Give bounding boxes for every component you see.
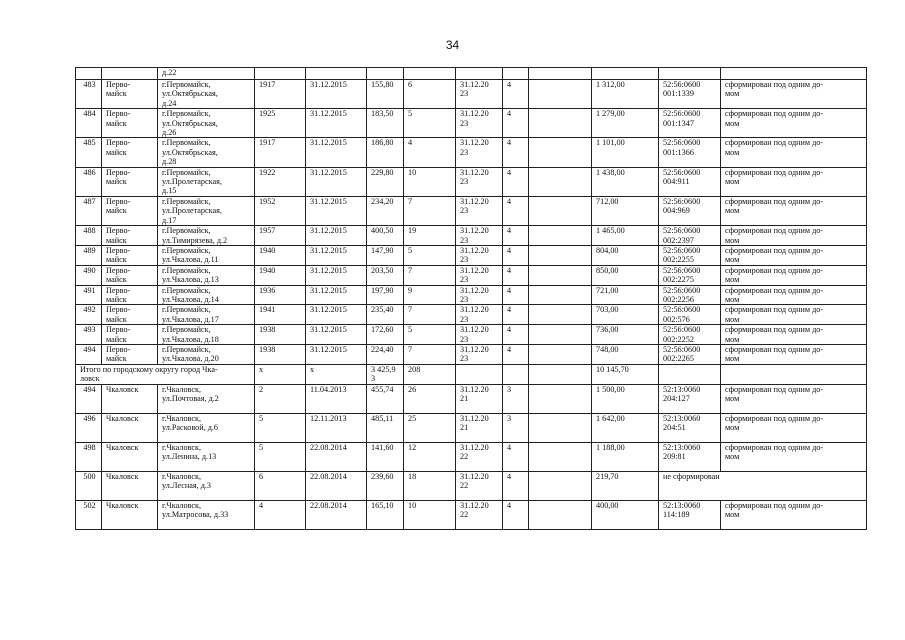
cell-town: Перво- майск	[102, 325, 158, 345]
cell-cadastral: 52:56:0600 002:2252	[659, 325, 721, 345]
cell-number: 491	[76, 285, 102, 305]
cell-area: 141,60	[367, 442, 404, 471]
cell-residents: 5	[404, 109, 456, 138]
cell-category: 4	[503, 305, 529, 325]
cell-empty	[529, 109, 592, 138]
cell-residents: 7	[404, 265, 456, 285]
cell-residents: 7	[404, 196, 456, 225]
cell-address: г.Чкаловск, ул.Лесная, д.3	[158, 471, 255, 500]
cell-cadastral: 52:56:0600 001:1366	[659, 138, 721, 167]
cell-address: г.Первомайск, ул.Чкалова, д.20	[158, 344, 255, 364]
cell-deadline: 31.12.20 23	[456, 226, 503, 246]
cell-status: сформирован под одним до- мом	[721, 325, 867, 345]
cell-date: 22.08.2014	[306, 500, 367, 529]
cell-area: 234,20	[367, 196, 404, 225]
cell-category: 4	[503, 245, 529, 265]
cell-empty	[529, 285, 592, 305]
cell-cadastral: 52:56:0600 002:2275	[659, 265, 721, 285]
cell-number: 493	[76, 325, 102, 345]
cell-area: 239,60	[367, 471, 404, 500]
summary-residents: 208	[404, 364, 456, 384]
cell-number: 483	[76, 80, 102, 109]
cell-category: 4	[503, 80, 529, 109]
cell-deadline: 31.12.20 23	[456, 305, 503, 325]
cell-deadline: 31.12.20 23	[456, 285, 503, 305]
cell-cadastral: 52:13:0060 114:189	[659, 500, 721, 529]
cell-address: г.Первомайск, ул.Чкалова, д.18	[158, 325, 255, 345]
cell-amount: 400,00	[592, 500, 659, 529]
cell-town: Перво- майск	[102, 265, 158, 285]
cell-town: Перво- майск	[102, 196, 158, 225]
cell-cadastral: 52:56:0600 002:2265	[659, 344, 721, 364]
cell-category: 4	[503, 285, 529, 305]
cell-area: 235,40	[367, 305, 404, 325]
cell-year: 6	[255, 471, 306, 500]
cell-status: сформирован под одним до- мом	[721, 138, 867, 167]
table-row	[76, 442, 867, 471]
cell-residents: 9	[404, 285, 456, 305]
table-row	[76, 245, 867, 265]
cell-date: 12.11.2013	[306, 413, 367, 442]
table-row	[76, 285, 867, 305]
cell-town: Перво- майск	[102, 344, 158, 364]
cell-year: 1938	[255, 325, 306, 345]
cell-year: 1917	[255, 80, 306, 109]
cell-cadastral: 52:56:0600 001:1347	[659, 109, 721, 138]
table-row	[76, 80, 867, 109]
cell-area: 165,10	[367, 500, 404, 529]
cell-address: г.Первомайск, ул.Октябрьская, д.28	[158, 138, 255, 167]
cell-amount: 721,00	[592, 285, 659, 305]
cell-empty	[529, 305, 592, 325]
cell-date: 22.08.2014	[306, 471, 367, 500]
cell-deadline: 31.12.20 23	[456, 344, 503, 364]
summary-area: 3 425,9 3	[367, 364, 404, 384]
cell-deadline: 31.12.20 23	[456, 325, 503, 345]
cell-town: Перво- майск	[102, 109, 158, 138]
cell-category: 3	[503, 384, 529, 413]
cell-deadline: 31.12.20 23	[456, 138, 503, 167]
cell-empty	[529, 196, 592, 225]
cell-amount: 1 312,00	[592, 80, 659, 109]
cell-deadline: 31.12.20 23	[456, 80, 503, 109]
cell-amount: 1 101,00	[592, 138, 659, 167]
cell-cadastral: 52:56:0600 001:1339	[659, 80, 721, 109]
cell-number: 487	[76, 196, 102, 225]
cell-category: 4	[503, 471, 529, 500]
cell-number: 496	[76, 413, 102, 442]
cell-year: 1940	[255, 265, 306, 285]
cell-number: 494	[76, 384, 102, 413]
cell-cadastral: 52:56:0600 004:911	[659, 167, 721, 196]
cell-address: г.Первомайск, ул.Пролетарская, д.15	[158, 167, 255, 196]
cell-year: 4	[255, 500, 306, 529]
cell-number: 500	[76, 471, 102, 500]
cell-residents: 10	[404, 167, 456, 196]
cell-amount: 1 438,00	[592, 167, 659, 196]
table-row	[76, 196, 867, 225]
cell-year: 1917	[255, 138, 306, 167]
cell-date: 31.12.2015	[306, 285, 367, 305]
cell-address: г.Чкаловск, ул.Почтовая, д.2	[158, 384, 255, 413]
cell-category: 3	[503, 413, 529, 442]
cell-town: Перво- майск	[102, 226, 158, 246]
cell-amount: 703,00	[592, 305, 659, 325]
cell-address: г.Первомайск, ул.Чкалова, д.14	[158, 285, 255, 305]
housing-registry-table	[75, 67, 867, 530]
cell-empty	[529, 500, 592, 529]
table-row	[76, 265, 867, 285]
cell-date: 31.12.2015	[306, 265, 367, 285]
cell-town: Перво- майск	[102, 167, 158, 196]
cell-residents: 4	[404, 138, 456, 167]
cell-deadline: 31.12.20 22	[456, 500, 503, 529]
cell-address: г.Чкаловск, ул.Ленина, д.13	[158, 442, 255, 471]
cell-residents: 26	[404, 384, 456, 413]
cell-date: 31.12.2015	[306, 245, 367, 265]
cell-year: 1925	[255, 109, 306, 138]
cell-number: 486	[76, 167, 102, 196]
cell-category: 4	[503, 325, 529, 345]
cell-cadastral: 52:13:0060 204:127	[659, 384, 721, 413]
cell-address: г.Первомайск, ул.Пролетарская, д.17	[158, 196, 255, 225]
cell-address: г.Первомайск, ул.Тимирязева, д.2	[158, 226, 255, 246]
cell-status: сформирован под одним до- мом	[721, 285, 867, 305]
cell-category: 4	[503, 138, 529, 167]
cell-area: 224,40	[367, 344, 404, 364]
cell-residents: 18	[404, 471, 456, 500]
cell-empty	[529, 167, 592, 196]
cell-residents: 5	[404, 245, 456, 265]
cell-town: Чкаловск	[102, 413, 158, 442]
cell-area: 455,74	[367, 384, 404, 413]
cell-year: 1941	[255, 305, 306, 325]
cell-amount: 804,00	[592, 245, 659, 265]
cell-empty	[529, 471, 592, 500]
cell-address: г.Первомайск, ул.Октябрьская, д.26	[158, 109, 255, 138]
cell-cadastral: 52:56:0600 002:2255	[659, 245, 721, 265]
cell-category: 4	[503, 344, 529, 364]
cell-amount: 712,00	[592, 196, 659, 225]
cell-address: г.Первомайск, ул.Чкалова, д.17	[158, 305, 255, 325]
cell-deadline: 31.12.20 21	[456, 384, 503, 413]
cell-date: 31.12.2015	[306, 305, 367, 325]
cell-deadline: 31.12.20 22	[456, 442, 503, 471]
cell-year: 1952	[255, 196, 306, 225]
cell-number: 488	[76, 226, 102, 246]
cell-number: 489	[76, 245, 102, 265]
cell-status: сформирован под одним до- мом	[721, 265, 867, 285]
cell-area: 186,80	[367, 138, 404, 167]
cell-year: 1922	[255, 167, 306, 196]
cell-address: г.Первомайск, ул.Чкалова, д.11	[158, 245, 255, 265]
cell-amount: 736,00	[592, 325, 659, 345]
cell-town: Чкаловск	[102, 442, 158, 471]
cell-deadline: 31.12.20 23	[456, 265, 503, 285]
cell-date: 22.08.2014	[306, 442, 367, 471]
cell-cadastral: 52:13:0060 204:51	[659, 413, 721, 442]
summary-label: Итого по городскому округу город Чка- ловск	[76, 364, 255, 384]
cell-residents: 6	[404, 80, 456, 109]
cell-date: 31.12.2015	[306, 325, 367, 345]
cell-date: 31.12.2015	[306, 344, 367, 364]
cell-town: Чкаловск	[102, 384, 158, 413]
table-row	[76, 344, 867, 364]
cell-amount: 748,00	[592, 344, 659, 364]
cell-status: сформирован под одним до- мом	[721, 196, 867, 225]
cell-deadline: 31.12.20 23	[456, 245, 503, 265]
cell-status: сформирован под одним до- мом	[721, 384, 867, 413]
cell-category: 4	[503, 226, 529, 246]
cell-amount: 1 279,00	[592, 109, 659, 138]
cell-area: 183,50	[367, 109, 404, 138]
cell-area: 485,11	[367, 413, 404, 442]
cell-empty	[529, 384, 592, 413]
cell-residents: 7	[404, 344, 456, 364]
cell-area: 197,90	[367, 285, 404, 305]
cell-empty	[529, 364, 592, 384]
summary-date: х	[306, 364, 367, 384]
cell-amount: 219,70	[592, 471, 659, 500]
cell-address: г.Чкаловск, ул.Расковой, д.6	[158, 413, 255, 442]
cell-area: 229,80	[367, 167, 404, 196]
cell-number: 485	[76, 138, 102, 167]
cell-empty	[503, 364, 529, 384]
table-row	[76, 500, 867, 529]
cell-cadastral: 52:13:0060 209:81	[659, 442, 721, 471]
cell-amount: 1 500,00	[592, 384, 659, 413]
cell-status: сформирован под одним до- мом	[721, 167, 867, 196]
cell-address: д.22	[158, 68, 255, 80]
cell-amount: 1 465,00	[592, 226, 659, 246]
cell-status: сформирован под одним до- мом	[721, 109, 867, 138]
cell-year: 1936	[255, 285, 306, 305]
table-body	[76, 68, 867, 530]
cell-empty	[529, 245, 592, 265]
cell-category: 4	[503, 196, 529, 225]
cell-town: Чкаловск	[102, 471, 158, 500]
cell-number: 490	[76, 265, 102, 285]
cell-date: 11.04.2013	[306, 384, 367, 413]
cell-deadline: 31.12.20 23	[456, 196, 503, 225]
cell-deadline: 31.12.20 22	[456, 471, 503, 500]
cell-year: 1940	[255, 245, 306, 265]
cell-empty	[456, 364, 503, 384]
cell-area: 203,50	[367, 265, 404, 285]
cell-status: сформирован под одним до- мом	[721, 344, 867, 364]
table-row	[76, 413, 867, 442]
cell-town: Чкаловск	[102, 500, 158, 529]
cell-date: 31.12.2015	[306, 138, 367, 167]
cell-status: сформирован под одним до- мом	[721, 413, 867, 442]
cell-status: сформирован под одним до- мом	[721, 80, 867, 109]
cell-amount: 1 642,00	[592, 413, 659, 442]
cell-empty	[659, 364, 721, 384]
cell-area: 172,60	[367, 325, 404, 345]
table-row	[76, 226, 867, 246]
cell-year: 1957	[255, 226, 306, 246]
cell-cadastral: 52:56:0600 002:2256	[659, 285, 721, 305]
summary-year: х	[255, 364, 306, 384]
cell-town: Перво- майск	[102, 138, 158, 167]
cell-category: 4	[503, 109, 529, 138]
cell-status: сформирован под одним до- мом	[721, 500, 867, 529]
table-row-fragment	[76, 68, 867, 80]
cell-residents: 19	[404, 226, 456, 246]
table-row	[76, 109, 867, 138]
cell-number: 494	[76, 344, 102, 364]
summary-row	[76, 364, 867, 384]
cell-empty	[529, 325, 592, 345]
cell-date: 31.12.2015	[306, 167, 367, 196]
cell-empty	[529, 413, 592, 442]
cell-empty	[721, 364, 867, 384]
table-row	[76, 325, 867, 345]
cell-town: Перво- майск	[102, 245, 158, 265]
summary-amount: 10 145,70	[592, 364, 659, 384]
cell-area: 147,90	[367, 245, 404, 265]
cell-cadastral: 52:56:0600 002:2397	[659, 226, 721, 246]
cell-amount: 1 188,00	[592, 442, 659, 471]
cell-category: 4	[503, 167, 529, 196]
cell-date: 31.12.2015	[306, 196, 367, 225]
cell-empty	[529, 344, 592, 364]
cell-date: 31.12.2015	[306, 109, 367, 138]
cell-empty	[529, 442, 592, 471]
cell-address: г.Чкаловск, ул.Матросова, д.33	[158, 500, 255, 529]
cell-town: Перво- майск	[102, 285, 158, 305]
cell-area: 155,80	[367, 80, 404, 109]
cell-town: Перво- майск	[102, 305, 158, 325]
cell-amount: 850,00	[592, 265, 659, 285]
cell-date: 31.12.2015	[306, 226, 367, 246]
cell-number: 484	[76, 109, 102, 138]
cell-empty	[529, 80, 592, 109]
cell-number: 502	[76, 500, 102, 529]
cell-residents: 10	[404, 500, 456, 529]
cell-status: сформирован под одним до- мом	[721, 442, 867, 471]
cell-date: 31.12.2015	[306, 80, 367, 109]
cell-year: 1938	[255, 344, 306, 364]
cell-number: 498	[76, 442, 102, 471]
cell-deadline: 31.12.20 23	[456, 109, 503, 138]
cell-empty	[529, 265, 592, 285]
cell-address: г.Первомайск, ул.Октябрьская, д.24	[158, 80, 255, 109]
cell-deadline: 31.12.20 21	[456, 413, 503, 442]
cell-cadastral: 52:56:0600 004:969	[659, 196, 721, 225]
cell-year: 5	[255, 413, 306, 442]
cell-cadastral: не сформирован	[659, 471, 867, 500]
cell-town: Перво- майск	[102, 80, 158, 109]
cell-empty	[529, 226, 592, 246]
cell-year: 5	[255, 442, 306, 471]
cell-residents: 5	[404, 325, 456, 345]
cell-address: г.Первомайск, ул.Чкалова, д.13	[158, 265, 255, 285]
table-row	[76, 471, 867, 500]
table-row	[76, 384, 867, 413]
cell-status: сформирован под одним до- мом	[721, 226, 867, 246]
cell-empty	[529, 138, 592, 167]
cell-category: 4	[503, 442, 529, 471]
cell-year: 2	[255, 384, 306, 413]
table-row	[76, 167, 867, 196]
cell-cadastral: 52:56:0600 002:576	[659, 305, 721, 325]
cell-status: сформирован под одним до- мом	[721, 245, 867, 265]
cell-deadline: 31.12.20 23	[456, 167, 503, 196]
table-row	[76, 138, 867, 167]
cell-category: 4	[503, 500, 529, 529]
cell-residents: 7	[404, 305, 456, 325]
cell-residents: 25	[404, 413, 456, 442]
cell-number: 492	[76, 305, 102, 325]
table-row	[76, 305, 867, 325]
cell-category: 4	[503, 265, 529, 285]
page-number: 34	[445, 38, 460, 52]
cell-status: сформирован под одним до- мом	[721, 305, 867, 325]
cell-residents: 12	[404, 442, 456, 471]
cell-area: 400,50	[367, 226, 404, 246]
